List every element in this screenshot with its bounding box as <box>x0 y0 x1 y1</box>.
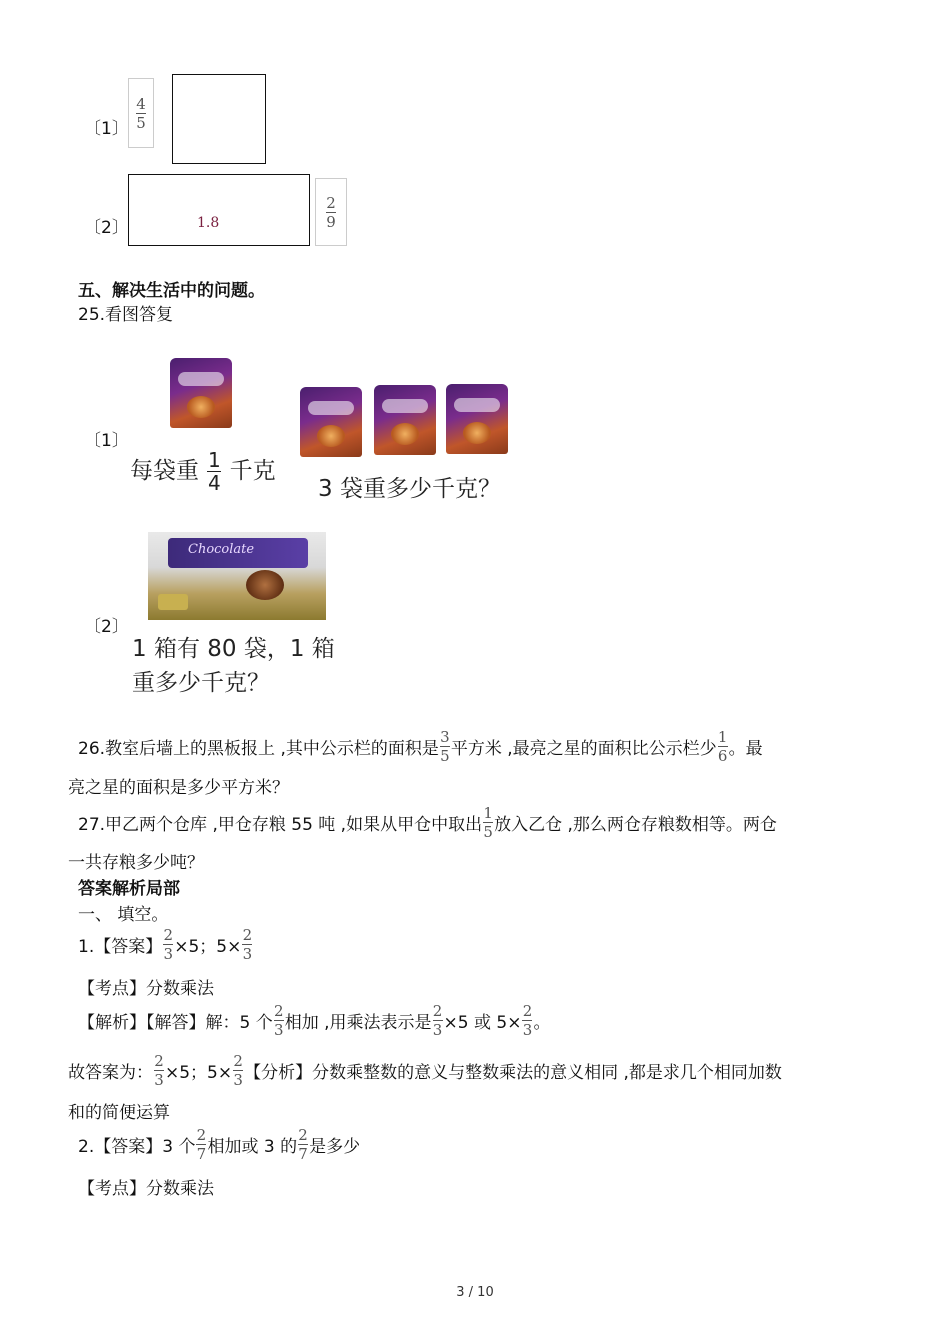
q27-line2: 一共存粮多少吨？ <box>68 853 204 873</box>
fraction <box>207 450 221 493</box>
answer1-gu <box>68 1048 782 1092</box>
numerator: 1 <box>207 448 221 472</box>
text: 1.【答案】 <box>78 936 163 957</box>
answer1-line <box>78 922 253 966</box>
denominator: 7 <box>196 1144 207 1163</box>
answers-title: 答案解析局部 <box>78 879 180 899</box>
text: 故答案为： <box>68 1062 153 1083</box>
fraction <box>326 195 336 230</box>
answer1-gu-line2: 和的简便运算 <box>68 1103 170 1123</box>
denominator: 3 <box>233 1070 243 1089</box>
answers-section1: 一、 填空。 <box>78 905 169 925</box>
q26-line1 <box>78 724 763 768</box>
denominator: 3 <box>154 1070 164 1089</box>
text: 是多少 <box>309 1136 361 1157</box>
q25-item1-caption-b: 3 袋重多少千克？ <box>318 476 501 502</box>
answer2-line <box>78 1122 360 1166</box>
text: 放入乙仓 ,那么两仓存粮数相等。两仓 <box>494 814 777 835</box>
numerator: 2 <box>326 193 336 212</box>
text: 【解析】【解答】解：5 个 <box>78 1012 273 1033</box>
text: 27.甲乙两个仓库 ,甲仓存粮 55 吨 ,如果从甲仓中取出 <box>78 814 483 835</box>
fraction <box>163 927 173 962</box>
fraction <box>718 729 728 764</box>
fraction <box>433 1003 443 1038</box>
text: 相加 ,用乘法表示是 <box>284 1012 432 1033</box>
text: ×5 或 5× <box>443 1012 522 1033</box>
q24-item2-fraction-card <box>315 178 347 246</box>
numerator: 3 <box>440 727 450 746</box>
denominator: 4 <box>207 471 221 495</box>
q26-line2: 亮之星的面积是多少平方米？ <box>68 778 289 798</box>
cocoa-bag-image <box>300 387 362 457</box>
denominator: 6 <box>717 746 728 765</box>
chocolate-box-brand: Chocolate <box>188 542 255 557</box>
page-number: 3 / 10 <box>456 1285 494 1300</box>
numerator: 2 <box>163 925 173 944</box>
q25-item2-caption-line2: 重多少千克？ <box>132 670 270 696</box>
denominator: 3 <box>522 1020 533 1039</box>
text: ×5；5× <box>174 936 242 957</box>
fraction <box>483 805 493 840</box>
q25-item1-caption-a <box>130 450 276 493</box>
numerator: 2 <box>233 1051 243 1070</box>
numerator: 2 <box>298 1125 308 1144</box>
numerator: 1 <box>483 803 493 822</box>
text: ×5；5× <box>165 1062 233 1083</box>
numerator: 2 <box>196 1125 207 1144</box>
answer1-jiexi <box>78 998 550 1042</box>
denominator: 3 <box>432 1020 443 1039</box>
denominator: 3 <box>163 944 173 963</box>
text: 26.教室后墙上的黑板报上 ,其中公示栏的面积是 <box>78 738 439 759</box>
text: 平方米 ,最亮之星的面积比公示栏少 <box>450 738 717 759</box>
denominator: 3 <box>242 944 253 963</box>
cocoa-bag-image <box>170 358 232 428</box>
fraction <box>242 927 252 962</box>
text: 【分析】分数乘整数的意义与整数乘法的意义相同 ,都是求几个相同加数 <box>244 1062 782 1083</box>
caption-text: 千克 <box>229 458 276 484</box>
denominator: 3 <box>273 1020 284 1039</box>
q25-item2-caption-line1: 1 箱有 80 袋，1 箱 <box>132 636 335 662</box>
chocolate-box-image <box>148 532 326 620</box>
answer1-kaodian: 【考点】分数乘法 <box>78 979 214 999</box>
cocoa-bag-image <box>374 385 436 455</box>
numerator: 4 <box>136 94 146 113</box>
fraction <box>440 729 450 764</box>
text: 相加或 3 的 <box>207 1136 298 1157</box>
q27-line1 <box>78 800 777 844</box>
numerator: 2 <box>432 1001 443 1020</box>
q24-square <box>172 74 266 164</box>
denominator: 5 <box>136 113 146 132</box>
denominator: 9 <box>326 212 336 231</box>
text: 。 <box>533 1012 551 1033</box>
denominator: 7 <box>298 1144 308 1163</box>
numerator: 2 <box>242 925 253 944</box>
fraction <box>298 1127 308 1162</box>
fraction <box>233 1053 243 1088</box>
q24-rectangle <box>128 174 310 246</box>
numerator: 2 <box>522 1001 533 1020</box>
q24-item1-label: 〔1〕 <box>84 119 129 139</box>
fraction <box>154 1053 164 1088</box>
text: 。最 <box>728 738 763 759</box>
q25-item1-label: 〔1〕 <box>84 431 129 451</box>
text: 2.【答案】3 个 <box>78 1136 196 1157</box>
q24-item2-label: 〔2〕 <box>84 218 129 238</box>
q25-item2-label: 〔2〕 <box>84 617 129 637</box>
numerator: 2 <box>273 1001 284 1020</box>
denominator: 5 <box>440 746 450 765</box>
section5-title: 五、解决生活中的问题。 <box>78 281 265 301</box>
fraction <box>136 96 146 131</box>
fraction <box>522 1003 532 1038</box>
cocoa-bag-image <box>446 384 508 454</box>
q24-rect-value: 1.8 <box>197 215 220 231</box>
numerator: 2 <box>154 1051 164 1070</box>
denominator: 5 <box>483 822 493 841</box>
fraction <box>274 1003 284 1038</box>
q25-title: 25.看图答复 <box>78 305 174 325</box>
numerator: 1 <box>717 727 728 746</box>
q24-item1-fraction-card <box>128 78 154 148</box>
answer2-kaodian: 【考点】分数乘法 <box>78 1179 214 1199</box>
fraction <box>196 1127 206 1162</box>
caption-text: 每袋重 <box>130 458 199 484</box>
